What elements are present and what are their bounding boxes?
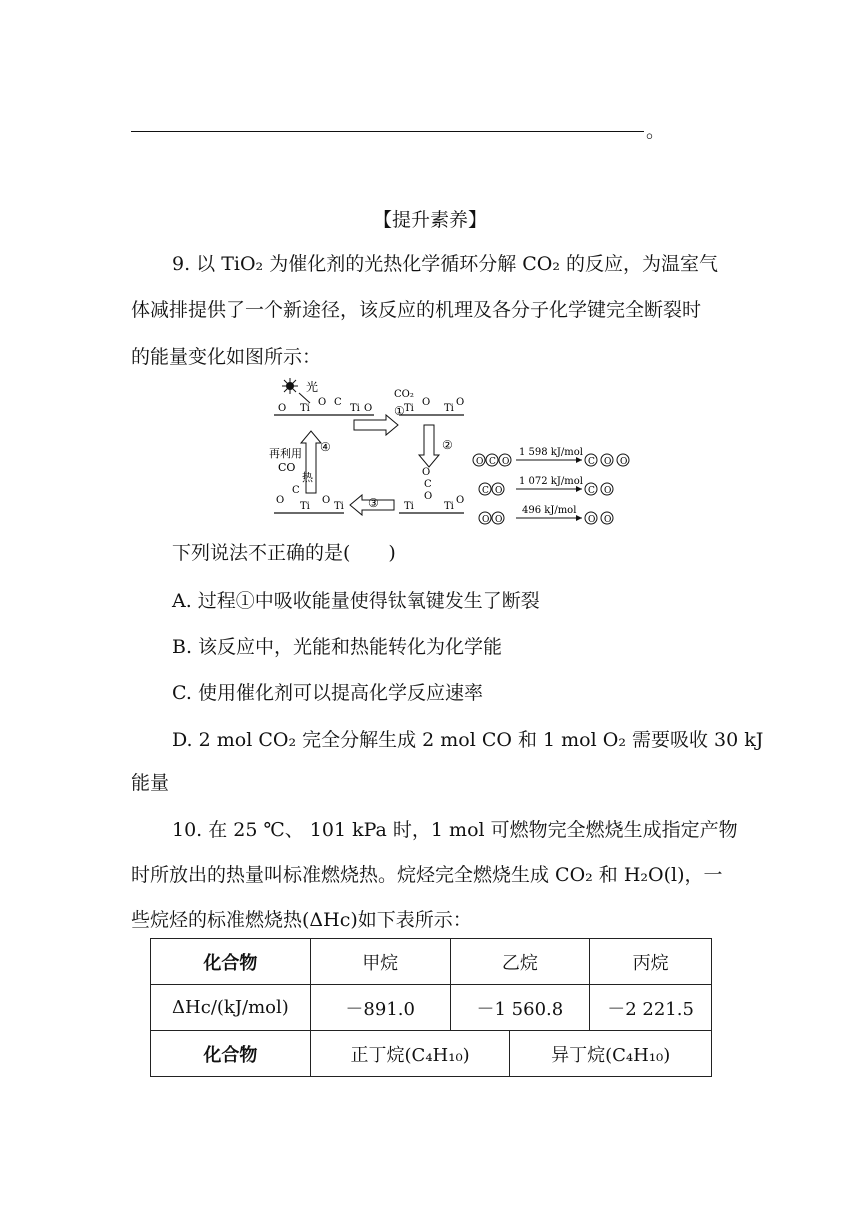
svg-text:O: O [604,515,612,525]
option-d[interactable]: D. 2 mol CO₂ 完全分解生成 2 mol CO 和 1 mol O₂ 需要吸收 30 kJ [172,729,764,751]
table-cell: 丙烷 [590,939,712,985]
svg-text:Ti: Ti [404,501,414,512]
option-c[interactable]: C. 使用催化剂可以提高化学反应速率 [172,682,483,704]
table-header-cell: 化合物 [151,1031,311,1077]
svg-text:O: O [322,495,331,506]
svg-text:O: O [456,495,465,506]
q9-line-1: 9. 以 TiO₂ 为催化剂的光热化学循环分解 CO₂ 的反应，为温室气 [172,253,719,275]
step4-label: ④ [320,440,331,454]
table-cell: 正丁烷(C₄H₁₀) [310,1031,510,1077]
svg-text:Ti: Ti [350,403,360,414]
option-b[interactable]: B. 该反应中，光能和热能转化为化学能 [172,636,503,658]
table-header-cell: ΔHc/(kJ/mol) [151,985,311,1031]
combustion-heat-table [150,938,712,1077]
svg-text:C: C [588,457,595,467]
q9-line-3: 的能量变化如图所示： [131,346,322,368]
q10-line-2: 时所放出的热量叫标准燃烧热。烷烃完全燃烧生成 CO₂ 和 H₂O(l)，一 [131,864,723,886]
answer-blank-line[interactable] [131,131,644,132]
svg-text:O: O [364,403,373,414]
svg-text:C: C [482,486,489,496]
table-cell: －891.0 [310,985,450,1031]
section-heading: 【提升素养】 [372,209,487,231]
svg-text:O: O [422,467,431,478]
energy-co-value: 1 072 kJ/mol [519,476,583,487]
svg-text:O: O [476,457,484,467]
svg-text:O: O [495,486,503,496]
step3-label: ③ [368,496,379,510]
svg-text:O: O [604,486,612,496]
table-cell: 甲烷 [310,939,450,985]
svg-text:Ti: Ti [404,403,414,414]
light-icon [282,378,298,394]
svg-text:O: O [588,515,596,525]
step1-arrow [354,415,398,435]
co2-label: CO₂ [394,389,414,400]
step1-label: ① [394,404,405,418]
reaction-mechanism-figure [264,375,644,530]
svg-text:O: O [318,397,327,408]
svg-text:O: O [482,515,490,525]
step2-arrow [419,425,439,467]
svg-text:Ti: Ti [300,501,310,512]
table-header-cell: 化合物 [151,939,311,985]
svg-text:O: O [495,515,503,525]
q10-line-3: 些烷烃的标准燃烧热(ΔHc)如下表所示： [131,909,472,931]
table-cell: －2 221.5 [590,985,712,1031]
svg-text:O: O [276,495,285,506]
energy-row-co2 [473,447,629,467]
light-label: 光 [306,380,319,394]
co-label: CO [278,461,296,474]
energy-co2-value: 1 598 kJ/mol [519,447,583,458]
svg-text:O: O [424,491,433,502]
svg-text:O: O [456,397,465,408]
energy-row-co [479,476,613,496]
svg-text:O: O [502,457,510,467]
table-row [151,1031,712,1077]
svg-text:O: O [604,457,612,467]
table-cell: －1 560.8 [450,985,590,1031]
step2-label: ② [442,438,453,452]
table-row [151,985,712,1031]
svg-text:C: C [334,397,342,408]
svg-text:C: C [588,486,595,496]
svg-text:Ti: Ti [444,501,454,512]
option-d-continuation: 能量 [131,772,170,794]
reuse-label: 再利用 [269,447,302,460]
q9-line-2: 体减排提供了一个新途径，该反应的机理及各分子化学键完全断裂时 [131,299,702,321]
svg-text:C: C [292,485,300,496]
svg-text:C: C [489,457,496,467]
energy-o2-value: 496 kJ/mol [522,505,577,516]
q10-line-1: 10. 在 25 ℃、 101 kPa 时，1 mol 可燃物完全燃烧生成指定产物 [172,819,738,841]
table-row [151,939,712,985]
option-a[interactable]: A. 过程①中吸收能量使得钛氧键发生了断裂 [172,590,540,612]
svg-text:C: C [424,479,432,490]
svg-text:Ti: Ti [444,403,454,414]
svg-text:Ti: Ti [300,403,310,414]
table-cell: 异丁烷(C₄H₁₀) [510,1031,712,1077]
table-cell: 乙烷 [450,939,590,985]
period-mark: 。 [646,120,666,142]
energy-row-o2 [479,505,613,525]
svg-text:Ti: Ti [334,501,344,512]
svg-text:O: O [620,457,628,467]
svg-text:O: O [422,397,431,408]
heat-label: 热 [302,471,313,484]
svg-text:O: O [278,403,287,414]
q9-prompt: 下列说法不正确的是( ) [172,542,396,564]
